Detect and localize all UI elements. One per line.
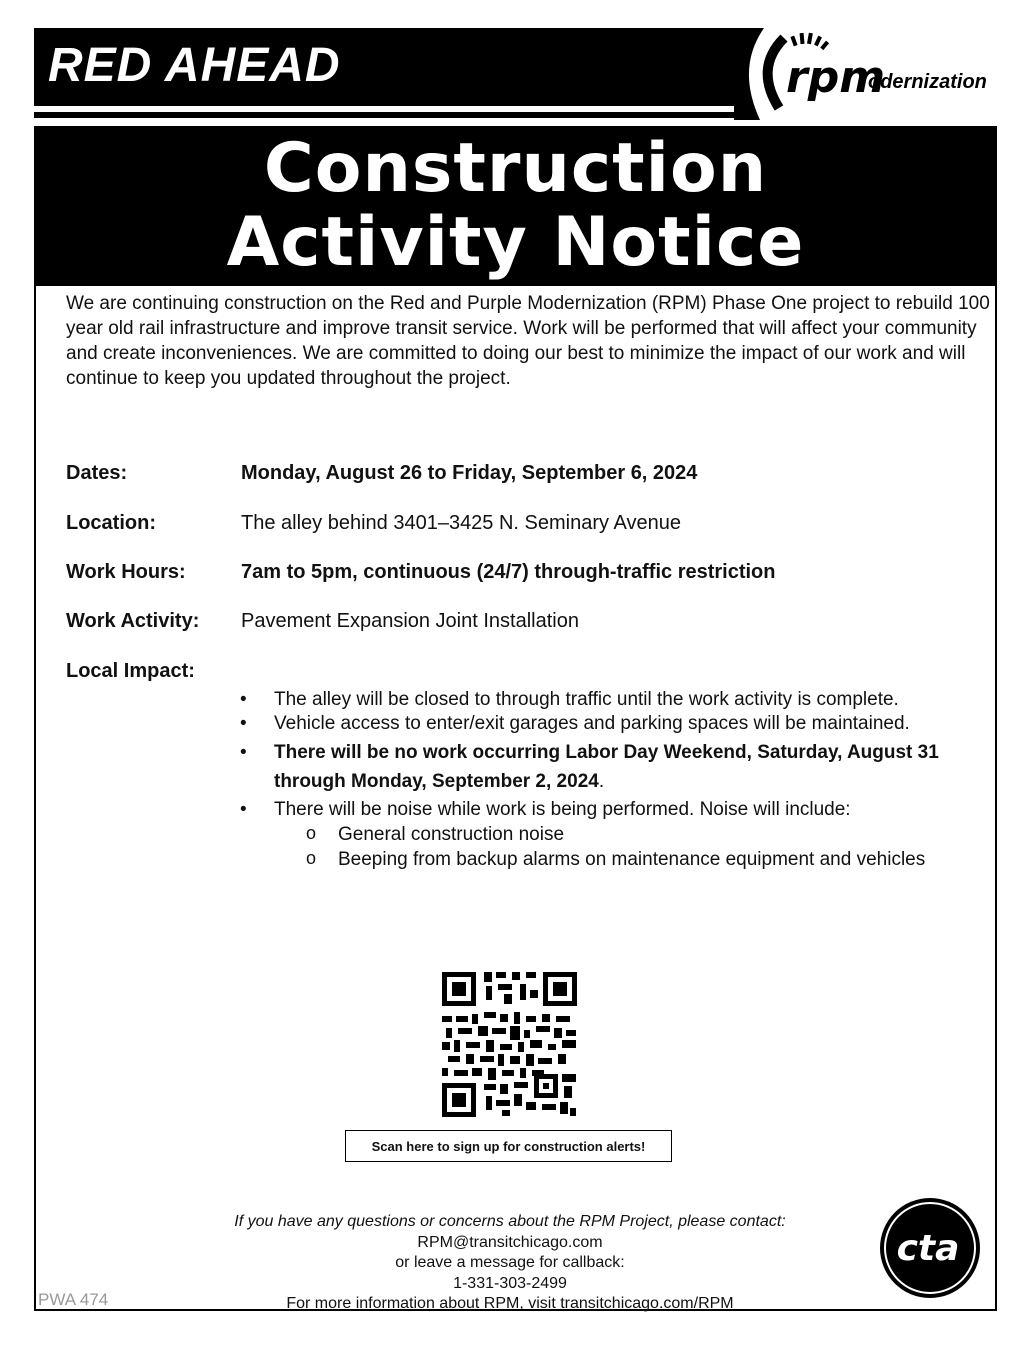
activity-value: Pavement Expansion Joint Installation	[241, 610, 579, 632]
sub-list-item: o General construction noise	[240, 822, 990, 847]
header	[34, 28, 999, 120]
title-line-2: Activity Notice	[226, 203, 805, 282]
contact-block	[170, 1212, 850, 1315]
hours-value: 7am to 5pm, continuous (24/7) through-traffic restriction	[241, 561, 776, 583]
qr-code[interactable]	[442, 970, 578, 1120]
impact-label: Local Impact:	[66, 660, 195, 682]
intro-paragraph: We are continuing construction on the Red and Purple Modernization (RPM) Phase One project to rebuild 100 year old rail infrastructure and improve transit service. Work will be performed that will affect your community and create inconveniences. We are committed to doing our best to minimize the impact of our work and will continue to keep you updated throughout the project.	[66, 293, 990, 389]
brand-red-ahead: RED AHEAD	[48, 39, 341, 92]
header-rule	[34, 112, 754, 118]
contact-email[interactable]: RPM@transitchicago.com	[417, 1233, 603, 1251]
hours-label: Work Hours:	[66, 561, 186, 583]
labor-day-text: There will be no work occurring Labor Day Weekend, Saturday, August 31 through Monday, September 2, 2024	[274, 742, 939, 792]
location-label: Location:	[66, 512, 156, 534]
title-line-1: Construction	[263, 129, 768, 208]
dates-value: Monday, August 26 to Friday, September 6, 2024	[241, 462, 698, 484]
list-item: • Vehicle access to enter/exit garages and parking spaces will be maintained.	[240, 712, 990, 736]
contact-callback: or leave a message for callback:	[395, 1254, 625, 1271]
sub-list-item: o Beeping from backup alarms on maintenance equipment and vehicles	[240, 847, 990, 872]
contact-question: If you have any questions or concerns about the RPM Project, please contact:	[234, 1213, 786, 1230]
list-item: • There will be noise while work is being performed. Noise will include:	[240, 798, 990, 822]
contact-phone[interactable]: 1-331-303-2499	[453, 1274, 567, 1292]
cta-logo	[878, 1196, 982, 1300]
list-item	[240, 738, 990, 796]
activity-label: Work Activity:	[66, 610, 200, 632]
rpm-logo-text: rpm	[786, 52, 886, 103]
dates-label: Dates:	[66, 462, 128, 484]
title-band	[34, 126, 997, 286]
location-value: The alley behind 3401–3425 N. Seminary Avenue	[241, 512, 681, 534]
contact-more-info[interactable]: For more information about RPM, visit transitchicago.com/RPM	[286, 1295, 734, 1312]
rpm-logo-suffix: odernization	[868, 71, 987, 93]
list-item: • The alley will be closed to through traffic until the work activity is complete.	[240, 688, 990, 712]
cta-logo-text: cta	[896, 1228, 960, 1269]
labor-day-period: .	[598, 771, 605, 792]
qr-caption: Scan here to sign up for construction alerts!	[345, 1130, 672, 1162]
header-black-band	[34, 28, 754, 106]
impact-list	[240, 688, 990, 872]
document-code: PWA 474	[38, 1290, 109, 1309]
rpm-modernization-logo	[734, 28, 999, 120]
